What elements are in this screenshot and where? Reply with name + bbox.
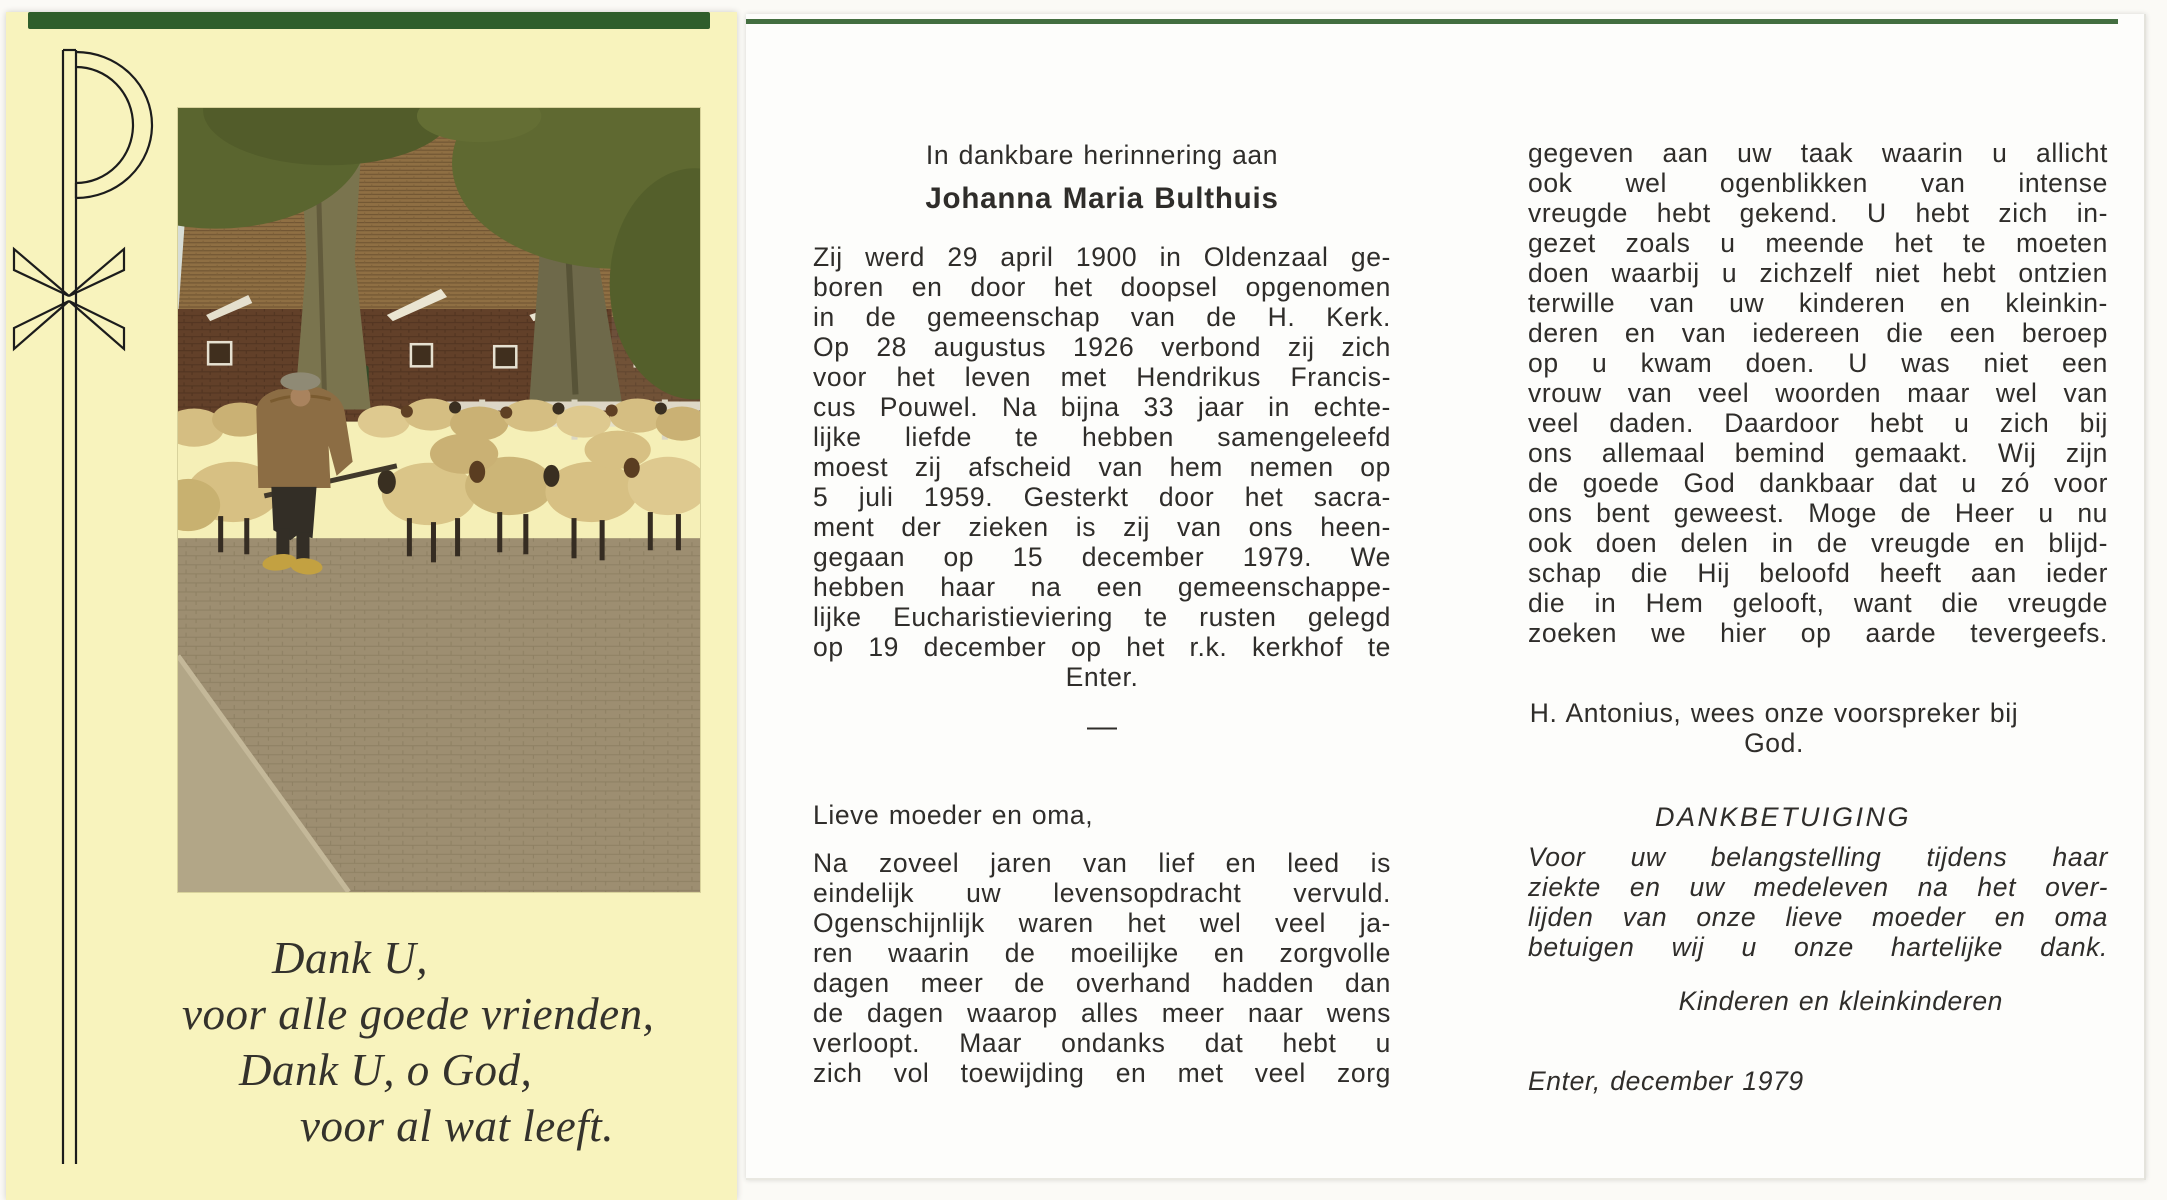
text-line: Na zoveel jaren van lief en leed is <box>813 848 1391 878</box>
text-line: ons bent geweest. Moge de Heer u nu <box>1528 498 2108 528</box>
text-line: de dagen waarop alles meer naar wens <box>813 998 1391 1028</box>
text-line: lijden van onze lieve moeder en oma <box>1528 902 2108 932</box>
text-line: Enter. <box>1065 662 1139 692</box>
text-line: ziekte en uw medeleven na het over- <box>1528 872 2108 902</box>
text-line: voor het leven met Hendrikus Francis- <box>813 362 1391 392</box>
text-line: deren en van iedereen die een beroep <box>1528 318 2108 348</box>
text-line: ren waarin de moeilijke en zorgvolle <box>813 938 1391 968</box>
text-line: voor alle goede vrienden, <box>182 989 655 1039</box>
text-line: cus Pouwel. Na bijna 33 jaar in echte- <box>813 392 1391 422</box>
text-line: eindelijk uw levensopdracht vervuld. <box>813 878 1391 908</box>
page-top-edge <box>746 19 2118 24</box>
tribute-paragraph-1 <box>813 848 1391 1088</box>
text-line: op u kwam doen. U was niet een <box>1528 348 2108 378</box>
text-line: in de gemeenschap van de H. Kerk. <box>813 302 1391 332</box>
text-line: Dank U, o God, <box>239 1045 533 1095</box>
text-line: op 19 december op het r.k. kerkhof te <box>813 632 1391 662</box>
text-line: moest zij afscheid van hem nemen op <box>813 452 1391 482</box>
text-line: vreugde hebt gekend. U hebt zich in- <box>1528 198 2108 228</box>
text-line: betuigen wij u onze hartelijke dank. <box>1528 932 2108 962</box>
text-line: 5 juli 1959. Gesterkt door het sacra- <box>813 482 1391 512</box>
text-line: ook wel ogenblikken van intense <box>1528 168 2108 198</box>
acknowledgement-title: DANKBETUIGING <box>1654 802 1912 832</box>
text-line: boren en door het doopsel opgenomen <box>813 272 1391 302</box>
text-line: H. Antonius, wees onze voorspreker bij <box>1529 698 2019 728</box>
text-line: schap die Hij beloofd heeft aan ieder <box>1528 558 2108 588</box>
text-line: zoeken we hier op aarde tevergeefs. <box>1528 618 2108 648</box>
text-line: ook doen delen in de vreugde en blijd- <box>1528 528 2108 558</box>
text-line: verloopt. Maar ondanks dat hebt u <box>813 1028 1391 1058</box>
tribute-paragraph-2 <box>1528 138 2108 648</box>
text-line: vrouw van veel woorden maar wel van <box>1528 378 2108 408</box>
text-line: dagen meer de overhand hadden dan <box>813 968 1391 998</box>
text-line: gezet zoals u meende het te moeten <box>1528 228 2108 258</box>
deceased-name: Johanna Maria Bulthuis <box>925 182 1279 215</box>
text-line: gegaan op 15 december 1979. We <box>813 542 1391 572</box>
place-date: Enter, december 1979 <box>1528 1066 1804 1096</box>
cover-card <box>6 12 737 1200</box>
text-line: veel daden. Daardoor hebt u zich bij <box>1528 408 2108 438</box>
text-line: ons allemaal bemind gemaakt. Wij zijn <box>1528 438 2108 468</box>
acknowledgement-text <box>1528 842 2108 962</box>
text-line: de goede God dankbaar dat u zó voor <box>1528 468 2108 498</box>
thanks-verse <box>6 930 737 1154</box>
text-line: gegeven aan uw taak waarin u allicht <box>1528 138 2108 168</box>
text-line: Dank U, <box>272 933 428 983</box>
salutation: Lieve moeder en oma, <box>813 800 1094 830</box>
text-line: die in Hem gelooft, want die vreugde <box>1528 588 2108 618</box>
text-line: terwille van uw kinderen en kleinkin- <box>1528 288 2108 318</box>
text-line: voor al wat leeft. <box>300 1101 614 1151</box>
text-line: doen waarbij u zichzelf niet hebt ontzien <box>1528 258 2108 288</box>
text-line: Ogenschijnlijk waren het wel veel ja- <box>813 908 1391 938</box>
inner-page <box>746 14 2146 1180</box>
text-line: lijke liefde te hebben samengeleefd <box>813 422 1391 452</box>
text-line: Zij werd 29 april 1900 in Oldenzaal ge- <box>813 242 1391 272</box>
text-line: Voor uw belangstelling tijdens haar <box>1528 842 2108 872</box>
text-line: lijke Eucharistieviering te rusten gelegd <box>813 602 1391 632</box>
memorial-heading: In dankbare herinnering aan <box>925 140 1279 170</box>
text-line: God. <box>1744 728 1804 758</box>
text-line: Op 28 augustus 1926 verbond zij zich <box>813 332 1391 362</box>
prayer-invocation <box>1528 698 2020 758</box>
memorial-photo <box>178 108 700 892</box>
life-story-paragraph <box>813 242 1391 692</box>
text-line: ment der zieken is zij van ons heen- <box>813 512 1391 542</box>
divider-dash: — <box>1087 710 1117 743</box>
signature: Kinderen en kleinkinderen <box>1678 986 2003 1016</box>
text-line: zich vol toewijding en met veel zorg <box>813 1058 1391 1088</box>
text-line: hebben haar na een gemeenschappe- <box>813 572 1391 602</box>
